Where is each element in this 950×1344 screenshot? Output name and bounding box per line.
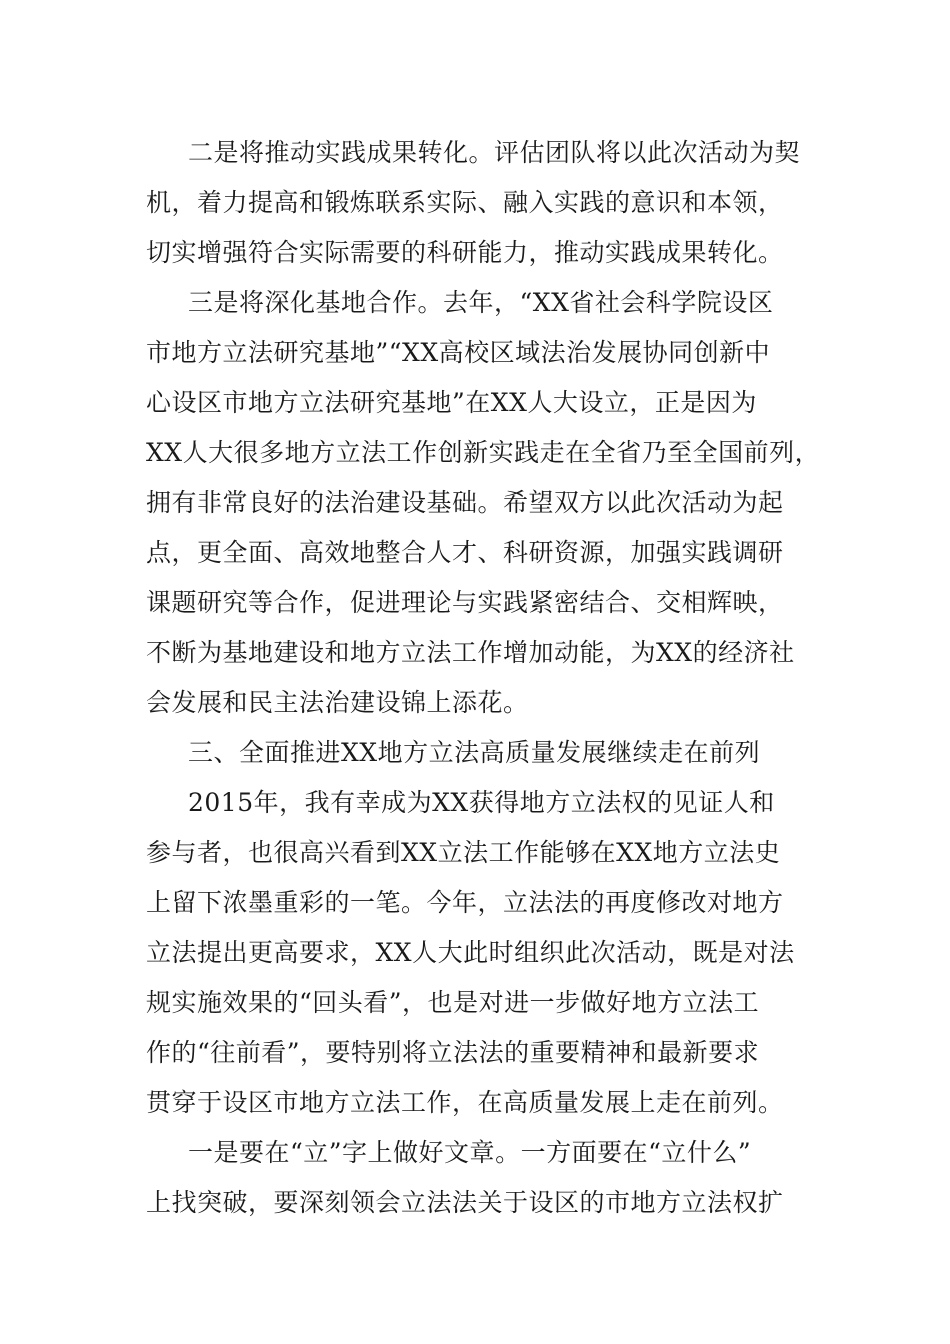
paragraph-line: XX人大很多地方立法工作创新实践走在全省乃至全国前列， xyxy=(146,438,821,467)
paragraph-line: 上找突破，要深刻领会立法法关于设区的市地方立法权扩 xyxy=(146,1188,784,1217)
paragraph-line: 拥有非常良好的法治建设基础。希望双方以此次活动为起 xyxy=(146,488,784,517)
paragraph-line: 市地方立法研究基地”“XX高校区域法治发展协同创新中 xyxy=(146,338,771,367)
paragraph-line: 贯穿于设区市地方立法工作，在高质量发展上走在前列。 xyxy=(146,1088,784,1117)
paragraph-line: 作的“往前看”，要特别将立法法的重要精神和最新要求 xyxy=(146,1038,760,1067)
paragraph-line: 不断为基地建设和地方立法工作增加动能，为XX的经济社 xyxy=(146,638,795,667)
paragraph-line: 三是将深化基地合作。去年，“XX省社会科学院设区 xyxy=(188,288,774,317)
paragraph-line: 切实增强符合实际需要的科研能力，推动实践成果转化。 xyxy=(146,238,784,267)
paragraph-line: 规实施效果的“回头看”，也是对进一步做好地方立法工 xyxy=(146,988,760,1017)
paragraph-line: 一是要在“立”字上做好文章。一方面要在“立什么” xyxy=(188,1138,752,1167)
section-heading: 三、全面推进XX地方立法高质量发展继续走在前列 xyxy=(188,738,761,767)
paragraph-line: 二是将推动实践成果转化。评估团队将以此次活动为契 xyxy=(188,138,801,167)
paragraph-line: 心设区市地方立法研究基地”在XX人大设立，正是因为 xyxy=(146,388,757,417)
paragraph-line: 参与者，也很高兴看到XX立法工作能够在XX地方立法史 xyxy=(146,838,781,867)
paragraph-line: 课题研究等合作，促进理论与实践紧密结合、交相辉映， xyxy=(146,588,784,617)
paragraph-line: 立法提出更高要求，XX人大此时组织此次活动，既是对法 xyxy=(146,938,795,967)
paragraph-line: 上留下浓墨重彩的一笔。今年，立法法的再度修改对地方 xyxy=(146,888,784,917)
paragraph-line: 会发展和民主法治建设锦上添花。 xyxy=(146,688,529,717)
paragraph-line: 点，更全面、高效地整合人才、科研资源，加强实践调研 xyxy=(146,538,784,567)
paragraph-line: 机，着力提高和锻炼联系实际、融入实践的意识和本领， xyxy=(146,188,784,217)
paragraph-line: 2015年，我有幸成为XX获得地方立法权的见证人和 xyxy=(188,788,775,817)
